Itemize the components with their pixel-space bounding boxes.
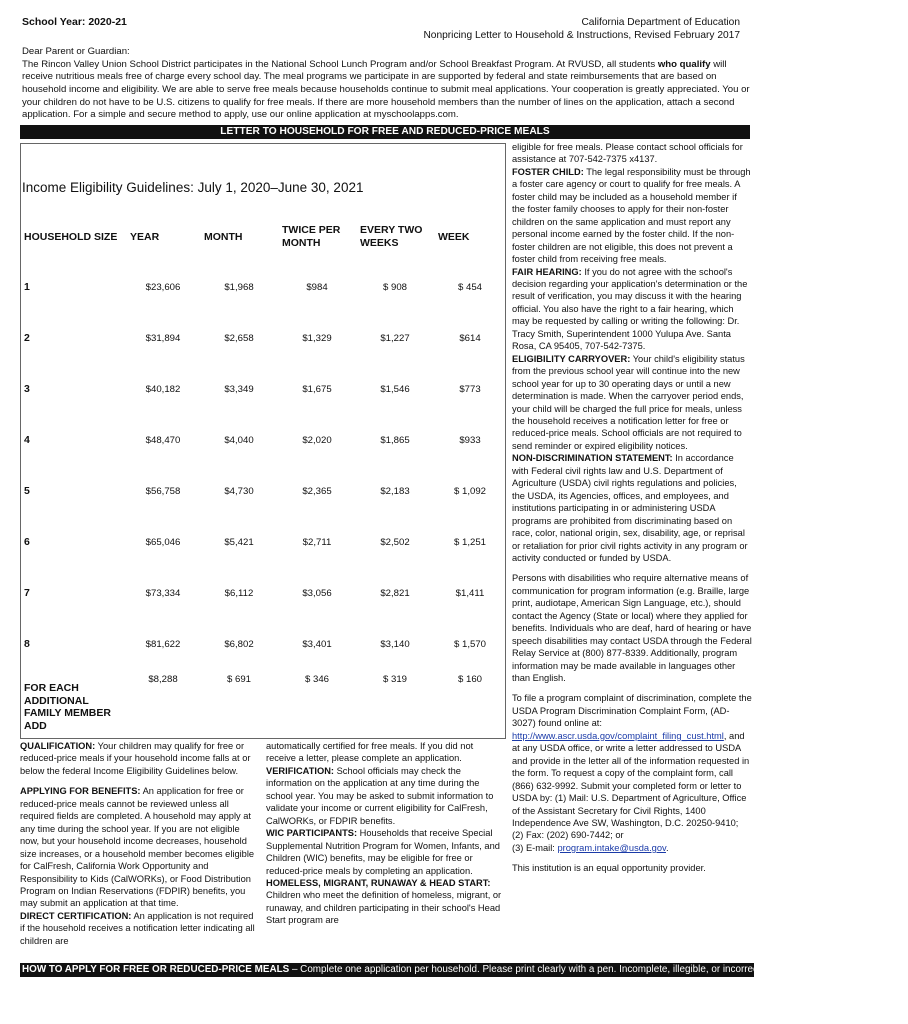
- week-cell: $ 1,092: [453, 485, 486, 497]
- two-weeks-cell: $1,227: [380, 332, 410, 344]
- header-household-size: HOUSEHOLD SIZE: [24, 230, 118, 243]
- fair-hearing-section: [512, 266, 752, 353]
- complaint-form-link[interactable]: http://www.ascr.usda.gov/complaint_filing_cust.html: [512, 730, 724, 741]
- homeless-label: HOMELESS, MIGRANT, RUNAWAY & HEAD START:: [266, 877, 491, 888]
- twice-month-cell: $2,365: [302, 485, 332, 497]
- two-weeks-cell: $1,546: [380, 383, 410, 395]
- household-size-cell: 2: [24, 332, 30, 345]
- complaint-text-cont: , and at any USDA office, or write a letter addressed to USDA and provide in the letter all of the information requested in the form. To request a copy of the complaint form, call (866) 632-9992. Submit your completed form or letter to USDA by: (1) Mail: U.S. Department of Agriculture, Office of the Assistant Secretary for Civil Rights, 1400 Independence Ave SW, Washington, D.C. 20250-9410; (2) Fax: (202) 690-7442; or: [512, 730, 750, 841]
- complaint-section: [512, 692, 752, 841]
- direct-certification-label: DIRECT CERTIFICATION:: [20, 910, 132, 921]
- month-cell: $5,421: [224, 536, 254, 548]
- applying-section: [20, 785, 258, 910]
- direct-certification-section: [20, 910, 258, 947]
- twice-month-cell: $3,401: [302, 638, 332, 650]
- two-weeks-cell: $3,140: [380, 638, 410, 650]
- verification-text: School officials may check the information on the application at any time during the school year. You may be asked to submit information to validate your income or current eligibility for CalFresh, CalWORKs, or FDPIR benefits.: [266, 765, 494, 826]
- household-size-cell: 1: [24, 281, 30, 294]
- week-cell: $ 160: [457, 674, 482, 685]
- intro-letter: [22, 46, 750, 122]
- month-cell: $3,349: [224, 383, 254, 395]
- applying-label: APPLYING FOR BENEFITS:: [20, 786, 141, 797]
- intro-body: [22, 59, 750, 122]
- homeless-section: [266, 877, 502, 927]
- fair-hearing-label: FAIR HEARING:: [512, 266, 582, 277]
- email-punct: .: [665, 842, 669, 853]
- equal-opportunity-statement: This institution is an equal opportunity provider.: [512, 863, 706, 874]
- table-row: [20, 466, 506, 517]
- year-cell: $56,758: [145, 485, 181, 497]
- week-cell: $773: [459, 383, 481, 395]
- email-line: [512, 842, 752, 854]
- year-cell: $81,622: [145, 638, 181, 650]
- how-to-apply-title: HOW TO APPLY FOR FREE OR REDUCED-PRICE MEALS: [22, 964, 290, 975]
- table-row: [20, 568, 506, 619]
- direct-certification-continued: automatically certified for free meals. If you did not receive a letter, please complete an application.: [266, 741, 474, 764]
- document-subtitle: Nonpricing Letter to Household & Instructions, Revised February 2017: [423, 30, 740, 42]
- guidelines-title: Income Eligibility Guidelines: July 1, 2020–June 30, 2021: [22, 180, 364, 195]
- homeless-continued: eligible for free meals. Please contact school officials for assistance at 707-542-7375 x4137.: [512, 142, 743, 165]
- table-row: [20, 364, 506, 415]
- wic-text: Households that receive Special Supplemental Nutrition Program for Women, Infants, and Children (WIC) benefits, may be eligible for free or reduced-price meals by completing an application.: [266, 828, 500, 876]
- nondiscrimination-text: In accordance with Federal civil rights law and U.S. Department of Agriculture (USDA) civil rights regulations and policies, the USDA, its Agencies, offices, and employees, and institutions participating in or administering USDA programs are prohibited from discriminating based on race, color, national origin, sex, disability, age, or reprisal or retaliation for prior civil rights activity in any program or activity conducted or funded by USDA.: [512, 453, 748, 563]
- table-row: [20, 262, 506, 313]
- table-header-row: [20, 212, 506, 262]
- year-cell: $73,334: [145, 587, 181, 599]
- week-cell: $ 454: [457, 281, 482, 293]
- twice-month-cell: $2,711: [302, 536, 332, 548]
- month-cell: $2,658: [224, 332, 254, 344]
- two-weeks-cell: $2,183: [380, 485, 410, 497]
- household-size-cell: 4: [24, 434, 30, 447]
- column-right: [512, 141, 752, 875]
- two-weeks-cell: $1,865: [380, 434, 410, 446]
- wic-label: WIC PARTICIPANTS:: [266, 828, 358, 839]
- verification-label: VERIFICATION:: [266, 765, 335, 776]
- verification-section: [266, 765, 502, 827]
- email-link[interactable]: program.intake@usda.gov: [557, 842, 666, 853]
- month-cell: $6,112: [224, 587, 254, 599]
- header-week: WEEK: [438, 230, 470, 243]
- qualification-section: [20, 740, 258, 777]
- letter-title-banner: LETTER TO HOUSEHOLD FOR FREE AND REDUCED-PRICE MEALS: [20, 125, 750, 139]
- disabilities-section: Persons with disabilities who require alternative means of communication for program information (e.g. Braille, large print, audiotape, American Sign Language, etc.), should contact the Agency (State or local) where they applied for benefits. Individuals who are deaf, hard of hearing or have speech disabilities may contact USDA through the Federal Relay Service at (800) 877-8339. Additionally, program information may be made available in languages other than English.: [512, 573, 752, 684]
- income-guidelines-table: [20, 212, 506, 732]
- email-label: (3) E-mail:: [512, 842, 558, 853]
- two-weeks-cell: $2,502: [380, 536, 410, 548]
- how-to-apply-text: – Complete one application per household. Please print clearly with a pen. Incomplete, illegible, or incorrect information will delay processing.: [289, 964, 908, 975]
- header-every-two-weeks: EVERY TWO WEEKS: [360, 224, 423, 249]
- foster-section: [512, 166, 752, 266]
- direct-certification-text: An application is not required if the household receives a notification letter indicating all children are: [20, 910, 255, 946]
- carryover-label: ELIGIBILITY CARRYOVER:: [512, 353, 631, 364]
- month-cell: $4,730: [224, 485, 254, 497]
- household-size-cell: 6: [24, 536, 30, 549]
- twice-month-cell: $3,056: [302, 587, 332, 599]
- additional-member-label: FOR EACH ADDITIONAL FAMILY MEMBER ADD: [24, 682, 111, 732]
- qualification-text: Your children may qualify for free or reduced-price meals if your household income falls at or below the federal Income Eligibility Guidelines below.: [20, 741, 251, 776]
- twice-month-cell: $2,020: [302, 434, 332, 446]
- week-cell: $ 1,251: [453, 536, 486, 548]
- household-size-cell: 8: [24, 638, 30, 651]
- year-cell: $48,470: [145, 434, 181, 446]
- header-year: YEAR: [130, 230, 160, 243]
- table-row: [20, 619, 506, 670]
- year-cell: $23,606: [145, 281, 181, 293]
- twice-month-cell: $ 346: [304, 674, 329, 685]
- wic-section: [266, 827, 502, 877]
- school-year: School Year: 2020-21: [22, 16, 127, 28]
- homeless-text: Children who meet the definition of homeless, migrant, or runaway, and children participating in their school's Head Start program are: [266, 890, 502, 926]
- header-month: MONTH: [204, 230, 243, 243]
- nondiscrimination-label: NON-DISCRIMINATION STATEMENT:: [512, 453, 673, 464]
- household-size-cell: 7: [24, 587, 30, 600]
- month-cell: $4,040: [224, 434, 254, 446]
- greeting: Dear Parent or Guardian:: [22, 46, 130, 57]
- table-row: [20, 517, 506, 568]
- household-size-cell: 5: [24, 485, 30, 498]
- additional-member-row: [20, 670, 506, 732]
- table-row: [20, 313, 506, 364]
- twice-month-cell: $984: [306, 281, 328, 293]
- complaint-text: To file a program complaint of discrimination, complete the USDA Program Discrimination Complaint Form, (AD-3027) found online at:: [512, 693, 752, 729]
- year-cell: $8,288: [148, 674, 178, 685]
- document-header: [423, 16, 740, 43]
- week-cell: $614: [459, 332, 481, 344]
- intro-text: The Rincon Valley Union School District participates in the National School Lunch Program and/or School Breakfast Program. At RVUSD, all students: [22, 58, 658, 70]
- carryover-section: [512, 353, 752, 453]
- intro-emphasis: who qualify: [657, 58, 711, 70]
- two-weeks-cell: $2,821: [380, 587, 410, 599]
- week-cell: $933: [459, 434, 481, 446]
- household-size-cell: 3: [24, 383, 30, 396]
- twice-month-cell: $1,329: [302, 332, 332, 344]
- year-cell: $31,894: [145, 332, 181, 344]
- agency-name: California Department of Education: [581, 17, 740, 28]
- month-cell: $1,968: [224, 281, 254, 293]
- qualification-label: QUALIFICATION:: [20, 741, 96, 751]
- week-cell: $ 1,570: [453, 638, 486, 650]
- column-middle: [266, 740, 502, 927]
- two-weeks-cell: $ 319: [382, 674, 407, 685]
- year-cell: $40,182: [145, 383, 181, 395]
- month-cell: $ 691: [226, 674, 251, 685]
- carryover-text: Your child's eligibility status from the previous school year will continue into the new school year for up to 30 operating days or until a new determination is made. When the carryover period ends, your child will be charged the full price for meals, unless the household receives a notification letter for free or reduced-price meals. School officials are not required to send reminder or expired eligibility notices.: [512, 353, 745, 451]
- header-twice-per-month: TWICE PER MONTH: [282, 224, 341, 249]
- applying-text: An application for free or reduced-price meals cannot be reviewed unless all required fields are completed. A household may apply at any time during the school year. If you are not eligible now, but your household income decreases, household size increases, or a household member becomes eligible for CalFresh, California Work Opportunity and Responsibility to Kids (CalWORKs), or Food Distribution Program on Indian Reservations (FDPIR) benefits, you may submit an application at that time.: [20, 786, 255, 909]
- column-left: [20, 740, 258, 947]
- how-to-apply-banner: [20, 963, 908, 977]
- table-row: [20, 415, 506, 466]
- week-cell: $1,411: [455, 587, 485, 599]
- year-cell: $65,046: [145, 536, 181, 548]
- nondiscrimination-section: [512, 452, 752, 564]
- intro-text-cont: will receive nutritious meals free of charge every school day. The meal programs we participate in are supported by federal and state reimbursements that are based on household income and eligibility. We are able to serve free meals because households continue to submit meal applications. Your cooperation is greatly appreciated. You or your children do not have to be U.S. citizens to qualify for free meals. If there are more household members than the number of lines on the application, attach a second application. For a simple and secure method to apply, use our online application at myschoolapps.com.: [22, 58, 750, 121]
- foster-label: FOSTER CHILD:: [512, 166, 584, 177]
- twice-month-cell: $1,675: [302, 383, 332, 395]
- foster-text: The legal responsibility must be through a foster care agency or court to qualify for free meals. A foster child may be included as a household member if the foster family chooses to apply for their non-foster children on the same application and must report any personal income earned by the foster child. If the non-foster children are not eligible, this does not prevent a foster child from receiving free meals.: [512, 166, 751, 265]
- month-cell: $6,802: [224, 638, 254, 650]
- two-weeks-cell: $ 908: [382, 281, 407, 293]
- fair-hearing-text: If you do not agree with the school's decision regarding your application's determination or the result of verification, you may discuss it with the hearing official. You also have the right to a fair hearing, which may be requested by calling or writing the following: Dr. Tracy Smith, Superintendent 1000 Yulupa Ave. Santa Rosa, CA 95405, 707-542-7375.: [512, 266, 748, 352]
